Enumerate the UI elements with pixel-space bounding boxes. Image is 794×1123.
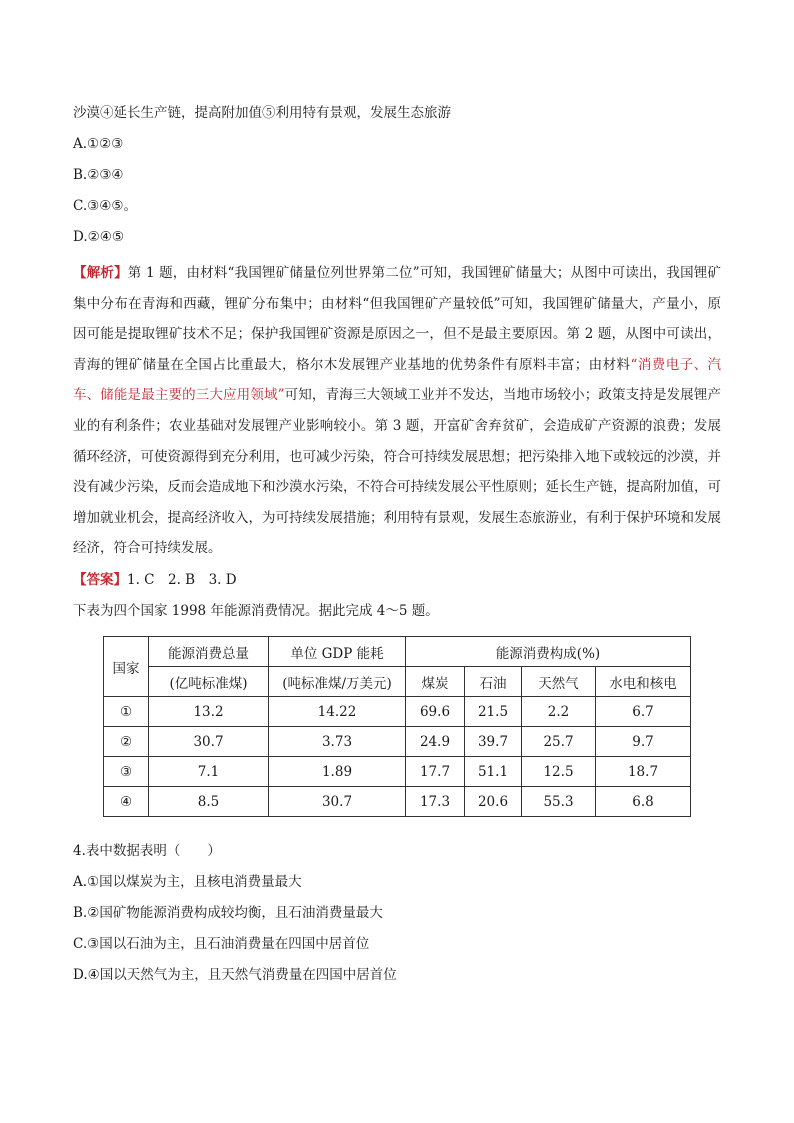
cell-country: ① bbox=[104, 697, 149, 727]
energy-consumption-table bbox=[103, 636, 691, 817]
q4-option-a: A.①国以煤炭为主，且核电消费量最大 bbox=[73, 874, 302, 890]
cell-country: ② bbox=[104, 727, 149, 757]
cell-hydro: 6.8 bbox=[596, 787, 691, 817]
option-d: D.②④⑤ bbox=[73, 229, 124, 245]
cell-oil: 51.1 bbox=[465, 757, 522, 787]
header-country: 国家 bbox=[104, 637, 149, 697]
answer-line bbox=[73, 570, 237, 590]
continued-option-text: 沙漠④延长生产链，提高附加值⑤利用特有景观，发展生态旅游 bbox=[73, 105, 451, 121]
analysis-tag: 【解析】 bbox=[73, 265, 128, 281]
header-total-1: 能源消费总量 bbox=[149, 637, 269, 667]
q4-option-c: C.③国以石油为主，且石油消费量在四国中居首位 bbox=[73, 936, 370, 952]
table-row bbox=[104, 727, 691, 757]
analysis-text-part1: 第 1 题，由材料“我国锂矿储量位列世界第二位”可知，我国锂矿储量大；从图中可读出，我国锂矿集中分布在青海和西藏，锂矿分布集中；由材料“但我国锂矿产量较低”可知，我国锂矿储量大，产量小，原因可能是提取锂矿技术不足；保护我国锂矿资源是原因之一，但不是最主要原因。第 2 题，从图中可读出，青海的锂矿储量在全国占比重最大，格尔木发展锂产业基地的优势条件有原料丰富；由材料 bbox=[73, 265, 721, 373]
cell-oil: 20.6 bbox=[465, 787, 522, 817]
cell-gdp: 3.73 bbox=[269, 727, 406, 757]
header-gdp-1: 单位 GDP 能耗 bbox=[269, 637, 406, 667]
cell-hydro: 9.7 bbox=[596, 727, 691, 757]
cell-country: ④ bbox=[104, 787, 149, 817]
analysis-text-part2: 可知，青海三大领域工业并不发达，当地市场较小；政策支持是发展锂产业的有利条件；农业基础对发展锂产业影响较小。第 3 题，开富矿舍弃贫矿，会造成矿产资源的浪费；发展循环经济，可使资源得到充分利用，也可减少污染，符合可持续发展思想；把污染排入地下或较远的沙漠，并没有减少污染，反而会造成地下和沙漠水污染，不符合可持续发展公平性原则；延长生产链，提高附加值，可增加就业机会，提高经济收入，为可持续发展措施；利用特有景观，发展生态旅游业，有利于保护环境和发展经济，符合可持续发展。 bbox=[73, 387, 722, 557]
header-gdp-2: (吨标准煤/万美元) bbox=[269, 667, 406, 697]
header-gas: 天然气 bbox=[522, 667, 596, 697]
cell-gas: 2.2 bbox=[522, 697, 596, 727]
cell-gdp: 14.22 bbox=[269, 697, 406, 727]
analysis-quote-red: “消费电子、汽车、储能是最主要的三大应用领域” bbox=[73, 356, 722, 404]
cell-hydro: 18.7 bbox=[596, 757, 691, 787]
option-a: A.①②③ bbox=[73, 136, 124, 152]
cell-gas: 12.5 bbox=[522, 757, 596, 787]
cell-total: 8.5 bbox=[149, 787, 269, 817]
cell-coal: 24.9 bbox=[406, 727, 465, 757]
cell-gdp: 30.7 bbox=[269, 787, 406, 817]
cell-total: 13.2 bbox=[149, 697, 269, 727]
answer-text: 1. C 2. B 3. D bbox=[127, 572, 237, 588]
cell-total: 30.7 bbox=[149, 727, 269, 757]
q4-option-d: D.④国以天然气为主，且天然气消费量在四国中居首位 bbox=[73, 967, 397, 983]
table-row bbox=[104, 787, 691, 817]
cell-gdp: 1.89 bbox=[269, 757, 406, 787]
question-4-stem: 4.表中数据表明（ ） bbox=[73, 843, 221, 859]
option-b: B.②③④ bbox=[73, 167, 124, 183]
cell-coal: 17.3 bbox=[406, 787, 465, 817]
option-c: C.③④⑤。 bbox=[73, 198, 137, 214]
header-total-2: (亿吨标准煤) bbox=[149, 667, 269, 697]
cell-oil: 39.7 bbox=[465, 727, 522, 757]
cell-country: ③ bbox=[104, 757, 149, 787]
cell-coal: 69.6 bbox=[406, 697, 465, 727]
answer-tag: 【答案】 bbox=[73, 572, 127, 588]
analysis-paragraph bbox=[73, 258, 721, 564]
table-row bbox=[104, 697, 691, 727]
cell-coal: 17.7 bbox=[406, 757, 465, 787]
header-coal: 煤炭 bbox=[406, 667, 465, 697]
cell-gas: 25.7 bbox=[522, 727, 596, 757]
cell-hydro: 6.7 bbox=[596, 697, 691, 727]
header-hydro-nuclear: 水电和核电 bbox=[596, 667, 691, 697]
cell-oil: 21.5 bbox=[465, 697, 522, 727]
table-row bbox=[104, 757, 691, 787]
header-oil: 石油 bbox=[465, 667, 522, 697]
table-intro: 下表为四个国家 1998 年能源消费情况。据此完成 4～5 题。 bbox=[73, 603, 439, 619]
cell-gas: 55.3 bbox=[522, 787, 596, 817]
header-structure: 能源消费构成(%) bbox=[406, 637, 691, 667]
q4-option-b: B.②国矿物能源消费构成较均衡，且石油消费量最大 bbox=[73, 905, 383, 921]
cell-total: 7.1 bbox=[149, 757, 269, 787]
